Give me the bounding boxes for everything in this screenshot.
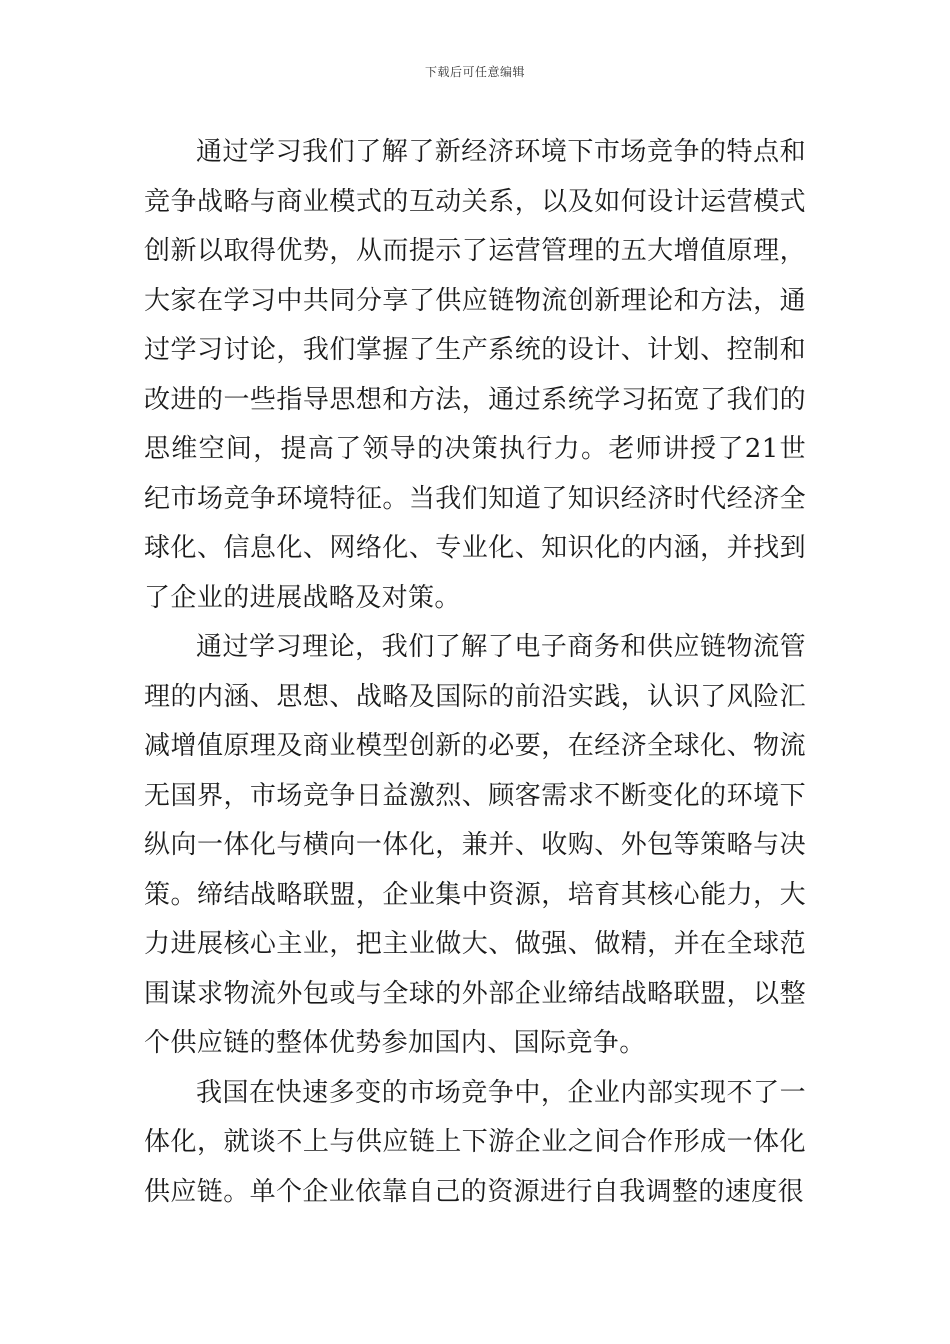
paragraph-2: 通过学习理论，我们了解了电子商务和供应链物流管理的内涵、思想、战略及国际的前沿实践，认识了风险汇减增值原理及商业模型创新的必要，在经济全球化、物流无国界，市场竞争日益激烈、顾客需求不断变化的环境下纵向一体化与横向一体化，兼并、收购、外包等策略与决策。缔结战略联盟，企业集中资源，培育其核心能力，大力进展核心主业，把主业做大、做强、做精，并在全球范围谋求物流外包或与全球的外部企业缔结战略联盟，以整个供应链的整体优势参加国内、国际竞争。 [144,632,806,1058]
paragraph-3: 我国在快速多变的市场竞争中，企业内部实现不了一体化，就谈不上与供应链上下游企业之间合作形成一体化供应链。单个企业依靠自己的资源进行自我调整的速度很 [144,1077,806,1207]
page-header: 下载后可任意编辑 [424,65,525,79]
paragraph-1: 通过学习我们了解了新经济环境下市场竞争的特点和竞争战略与商业模式的互动关系，以及如何设计运营模式创新以取得优势，从而提示了运营管理的五大增值原理，大家在学习中共同分享了供应链物流创新理论和方法，通过学习讨论，我们掌握了生产系统的设计、计划、控制和改进的一些指导思想和方法，通过系统学习拓宽了我们的思维空间，提高了领导的决策执行力。老师讲授了21世纪市场竞争环境特征。当我们知道了知识经济时代经济全球化、信息化、网络化、专业化、知识化的内涵，并找到了企业的进展战略及对策。 [144,137,806,613]
document-body [144,128,806,1217]
